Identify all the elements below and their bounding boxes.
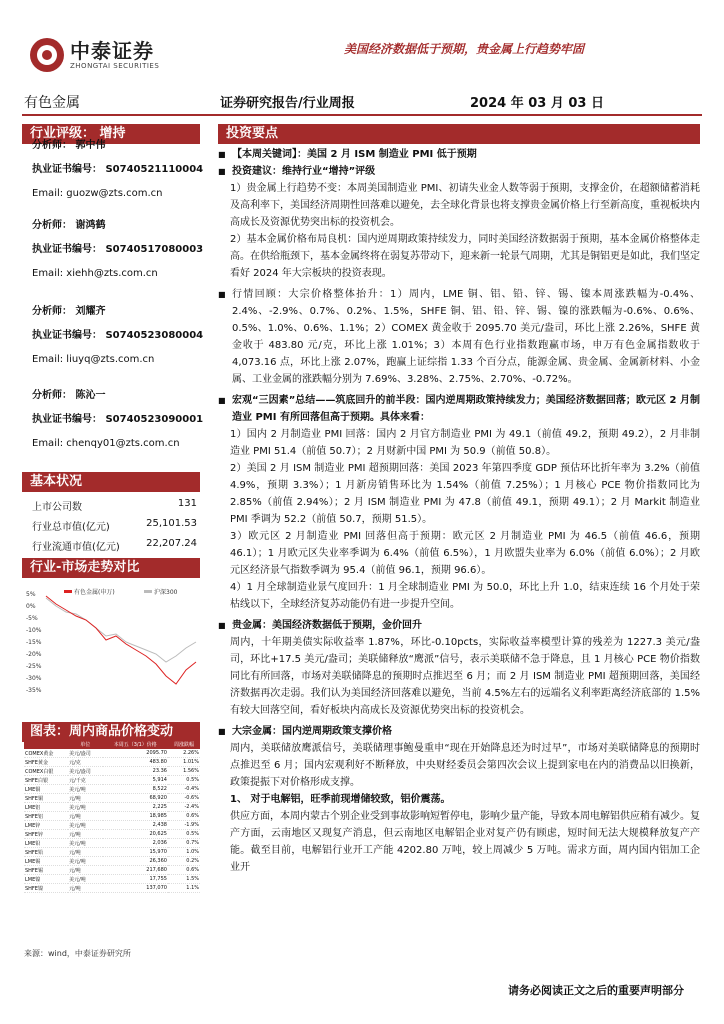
legend-a: 有色金属(申万) (74, 589, 115, 596)
table-cell: -0.4% (168, 785, 200, 794)
table-row (24, 848, 200, 857)
table-cell: 元/吨 (68, 812, 102, 821)
table-row (24, 866, 200, 875)
legend-b: 沪深300 (154, 589, 178, 596)
table-cell: 1.56% (168, 767, 200, 776)
report-title: 美国经济数据低于预期，贵金属上行趋势牢固 (343, 42, 584, 56)
table-cell: COMEX黄金 (24, 749, 68, 758)
table-cell: LME镍 (24, 875, 68, 884)
table-cell: 2,438 (103, 821, 168, 830)
series-nonferrous (46, 596, 196, 684)
price-table (24, 740, 200, 893)
table-cell: 元/吨 (68, 884, 102, 893)
table-cell: 5,914 (103, 776, 168, 785)
table-cell: 0.5% (168, 830, 200, 839)
table-row (24, 767, 200, 776)
table-cell: LME锌 (24, 821, 68, 830)
table-cell: 元/千克 (68, 776, 102, 785)
table-cell: 2,036 (103, 839, 168, 848)
table-row (24, 830, 200, 839)
ytick: -35% (26, 687, 42, 694)
table-cell: 美元/吨 (68, 785, 102, 794)
bulk-metals: 周内，美联储放鹰派信号，美联储理事鲍曼重申“现在开始降息还为时过早”，市场对美联储降息的预期时点推迟至 6 月；国内宏观利好不断释放，中央财经委员会第四次会议上提到家电在内的消费品以旧换新，政策提振下对价格形成支撑。 (230, 743, 700, 788)
table-row (24, 776, 200, 785)
rating-bar: 行业评级： 增持 (22, 124, 200, 144)
table-cell: 美元/吨 (68, 803, 102, 812)
analyst-1: 分析师： 郭中伟 执业证书编号： S0740521110004 Email: guozw@zts.com.cn (32, 140, 204, 199)
ytick: -10% (26, 627, 42, 634)
review: 行情回顾：大宗价格整体抬升：1）周内，LME 铜、铝、铅、锌、锡、镍本周涨跌幅为-0.4%、2.4%、-2.9%、0.7%、0.2%、1.5%，SHFE 铜、铝、铅、锌、锡、镍的涨跌幅为-0.6%、0.6%、0.5%、1.0%、0.6%、1.1%；2）COMEX 黄金收于 2095.70 美元/盎司，环比上涨 2.26%，SHFE 黄金收于 483.80 元/克，环比上涨 1.01%；3）本周有色行业指数跑赢市场，申万有色金属指数收于 4,073.16 点，环比上涨 2.07%，跑赢上证综指 1.33 个百分点，能源金属、贵金属、金属新材料、小金属、工业金属的涨跌幅分别为 7.69%、3.28%、2.75%、2.70%、-0.72%。 (232, 289, 700, 385)
bullet-icon (218, 392, 226, 426)
col-header (24, 740, 68, 749)
table-cell: 1.0% (168, 848, 200, 857)
ytick: -30% (26, 675, 42, 682)
table-cell: 1.01% (168, 758, 200, 767)
table-cell: 2.26% (168, 749, 200, 758)
table-cell: 17,755 (103, 875, 168, 884)
table-cell: 美元/吨 (68, 821, 102, 830)
series-hs300 (46, 598, 196, 662)
legend-a-swatch (64, 590, 72, 593)
table-cell: LME铅 (24, 839, 68, 848)
table-cell: 0.5% (168, 776, 200, 785)
col-header: 周涨跌幅 (168, 740, 200, 749)
basic-row: 行业流通市值(亿元) 22,207.24 (32, 538, 197, 553)
table-cell: SHFE黄金 (24, 758, 68, 767)
invest-title: 投资要点 (218, 124, 700, 144)
table-cell: SHFE锌 (24, 830, 68, 839)
table-cell: 483.80 (103, 758, 168, 767)
table-cell: 2095.70 (103, 749, 168, 758)
basic-row: 上市公司数 131 (32, 498, 197, 513)
table-cell: SHFE镍 (24, 884, 68, 893)
table-row (24, 749, 200, 758)
table-cell: 18,985 (103, 812, 168, 821)
table-row (24, 803, 200, 812)
table-row (24, 884, 200, 893)
table-row (24, 857, 200, 866)
table-cell: 15,970 (103, 848, 168, 857)
header-divider (22, 114, 702, 116)
table-cell: LME铝 (24, 803, 68, 812)
bullet-icon (218, 163, 226, 180)
table-row (24, 875, 200, 884)
table-cell: -1.9% (168, 821, 200, 830)
basic-title: 基本状况 (22, 472, 200, 492)
table-cell: SHFE铜 (24, 794, 68, 803)
ytick: 5% (26, 591, 36, 598)
table-cell: 26,360 (103, 857, 168, 866)
table-cell: 元/吨 (68, 848, 102, 857)
table-row (24, 758, 200, 767)
table-cell: -0.6% (168, 794, 200, 803)
aluminum-heading: 1、 对于电解铝，旺季前现增储较致，铝价震荡。 (230, 794, 451, 805)
table-cell: LME铜 (24, 785, 68, 794)
logo-cn: 中泰证券 (70, 39, 154, 63)
col-header: 单位 (68, 740, 102, 749)
company-logo (30, 38, 159, 72)
ytick: -20% (26, 651, 42, 658)
table-cell: 美元/吨 (68, 839, 102, 848)
table-cell: 20,625 (103, 830, 168, 839)
table-cell: 8,522 (103, 785, 168, 794)
macro-3: 3）欧元区 2 月制造业 PMI 回落但高于预期：欧元区 2 月制造业 PMI 为 46.5（前值 46.6，预期 46.1）；1 月欧元区失业率季调为 6.4%（前值 6.5%），1 月欧盟失业率为 6.0%（前值 6.0%）；2 月欧元区经济景气指数季调为 95.4（前值 96.1，预期 96.6）。 (230, 531, 700, 576)
table-cell: 0.6% (168, 812, 200, 821)
advice-1: 1）贵金属上行趋势不变：本周美国制造业 PMI、初请失业金人数等弱于预期，支撑金价，在超额储蓄消耗及高利率下，美国经济周期性回落难以避免，去全球化背景也将支撑贵金属价格上行至新高度，重视板块内高成长及资源优势突出标的投资机会。 (230, 183, 700, 228)
ytick: 0% (26, 603, 36, 610)
table-cell: 0.6% (168, 866, 200, 875)
table-cell: 68,920 (103, 794, 168, 803)
logo-mark-icon (30, 38, 64, 72)
analyst-3: 分析师： 刘耀齐 执业证书编号： S0740523080004 Email: liuyq@zts.com.cn (32, 306, 204, 365)
table-cell: SHFE铝 (24, 812, 68, 821)
logo-en: ZHONGTAI SECURITIES (70, 62, 160, 70)
macro-4: 4）1 月全球制造业景气度回升：1 月全球制造业 PMI 为 50.0，环比上升 1.0，结束连续 16 个月处于荣枯线以下，全球经济复苏动能仍有进一步提升空间。 (230, 582, 700, 610)
table-cell: 元/吨 (68, 794, 102, 803)
table-cell: 23.36 (103, 767, 168, 776)
analyst-4: 分析师： 陈沁一 执业证书编号： S0740523090001 Email: chenqy01@zts.com.cn (32, 390, 204, 449)
table-cell: 元/吨 (68, 830, 102, 839)
table-cell: 美元/盎司 (68, 767, 102, 776)
table-cell: SHFE锡 (24, 866, 68, 875)
table-cell: LME锡 (24, 857, 68, 866)
basic-row: 行业总市值(亿元) 25,101.53 (32, 518, 197, 533)
table-row (24, 812, 200, 821)
table-cell: 1.1% (168, 884, 200, 893)
table-cell: 美元/盎司 (68, 749, 102, 758)
advice-2: 2）基本金属价格布局良机：国内逆周期政策持续发力，同时美国经济数据弱于预期，基本金属价格整体走高。在供给瓶颈下，基本金属终将在弱复苏带动下，迎来新一轮景气周期，尤其是铜铝更是如此，我们坚定看好 2024 年大宗板块的投资表现。 (230, 234, 700, 279)
macro-2: 2）美国 2 月 ISM 制造业 PMI 超预期回落：美国 2023 年第四季度 GDP 预估环比折年率为 3.2%（前值 4.9%，预期 3.3%）；1 月新房销售环比为 1.54%（前值 7.25%）；1 月核心 PCE 物价指数同比为 2.85%（前值 2.94%）；2 月 ISM 制造业 PMI 为 47.8（前值 49.1，预期 49.1）；2 月 Markit 制造业 PMI 季调为 52.2（前值 50.7，预期 51.5）。 (230, 463, 700, 525)
table-row (24, 839, 200, 848)
bullet-icon (218, 617, 226, 634)
table-cell: 2,225 (103, 803, 168, 812)
table-cell: 元/吨 (68, 866, 102, 875)
analyst-2: 分析师： 谢鸿鹤 执业证书编号： S0740517080003 Email: xiehh@zts.com.cn (32, 220, 204, 279)
precious-metals: 周内，十年期美债实际收益率 1.87%，环比-0.10pcts，实际收益率模型计算的残差为 1227.3 美元/盎司，环比+17.5 美元/盎司；美联储释放“鹰派”信号，表示美联储不急于降息，且 1 月核心 PCE 物价指数同比有所回落，市场对美联储降息的预期时点推迟至 6 月；而 2 月 ISM 制造业 PMI 超预期回落，美国经济数据再次走弱。我们认为美国经济回落难以避免，当前 4.5%左右的远端名义利率距离经济底部的 1.5%有较大回落空间，看好板块内高成长及资源优势突出标的投资机会。 (230, 637, 700, 716)
table-title: 图表：周内商品价格变动 (22, 722, 200, 742)
invest-body: ■ 【本周关键词】：美国 2 月 ISM 制造业 PMI 低于预期 ■ 投资建议：维持行业“增持”评级 1）贵金属上行趋势不变：本周美国制造业 PMI、初请失业金人数等弱于预期，支撑金价，在超额储蓄消耗及高利率下，美国经济周期性回落难以避免，去全球化背景也将支撑贵金属价格上行至新高度，重视板块内高成长及资源优势突出标的投资机会。 2）基本金属价格布局良机：国内逆周期政策持续发力，同时美国经济数据弱于预期，基本金属价格整体走高。在供给瓶颈下，基本金属终将在弱复苏带动下，迎来新一轮景气周期，尤其是铜铝更是如此，我们坚定看好 2024 年大宗板块的投资表现。 ■ 行情回顾：大宗价格整体抬升：1）周内，LME 铜、铝、铅、锌、锡、镍本周涨跌幅为-0.4%、2.4%、-2.9%、0.7%、0.2%、1.5%，SHFE 铜、铝、铅、锌、锡、镍的涨跌幅为-0.6%、0.6%、0.5%、1.0%、0.6%、1.1%；2）COMEX 黄金收于 2095.70 美元/盎司，环比上涨 2.26%，SHFE 黄金收于 483.80 元/克，环比上涨 1.01%；3）本周有色行业指数跑赢市场，申万有色金属指数收于 4,073.16 点，环比上涨 2.07%，跑赢上证综指 1.33 个百分点，能源金属、贵金属、金属新材料、小金属、工业金属的涨跌幅分别为 7.69%、3.28%、2.75%、2.70%、-0.72%。 ■ 宏观“三因素”总结——筑底回升的前半段：国内逆周期政策持续发力；美国经济数据回落；欧元区 2 月制造业 PMI 有所回落但高于预期。具体来看： 1）国内 2 月制造业 PMI 回落：国内 2 月官方制造业 PMI 为 49.1（前值 49.2，预期 49.2），2 月非制造业 PMI 51.4（前值 50.7）；2 月财新中国 PMI 为 50.9（前值 50.8）。 2）美国 2 月 ISM 制造业 PMI 超预期回落：美国 2023 年第四季度 GDP 预估环比折年率为 3.2%（前值 4.9%，预期 3.3%）；1 月新房销售环比为 1.54%（前值 7.25%）；1 月核心 PCE 物价指数同比为 2.85%（前值 2.94%）；2 月 ISM 制造业 PMI 为 47.8（前值 49.1，预期 49.1）；2 月 Markit 制造业 PMI 季调为 52.2（前值 50.7，预期 51.5）。 3）欧元区 2 月制造业 PMI 回落但高于预期：欧元区 2 月制造业 PMI 为 46.5（前值 46.6，预期 46.1）；1 月欧元区失业率季调为 6.4%（前值 6.5%），1 月欧盟失业率为 6.0%（前值 6.0%）；2 月欧元区经济景气指数季调为 95.4（前值 96.1，预期 96.6）。 4）1 月全球制造业景气度回升：1 月全球制造业 PMI 为 50.0，环比上升 1.0，结束连续 16 个月处于荣枯线以下，全球经济复苏动能仍有进一步提升空间。 ■ 贵金属：美国经济数据低于预期，金价回升 周内，十年期美债实际收益率 1.87%，环比-0.10pcts，实际收益率模型计算的残差为 1227.3 美元/盎司，环比+17.5 美元/盎司；美联储释放“鹰派”信号，表示美联储不急于降息，且 1 月核心 PCE 物价指数同比有所回落，市场对美联储降息的预期时点推迟至 6 月；而 2 月 ISM 制造业 PMI 超预期回落，美国经济数据再次走弱。我们认为美国经济回落难以避免，当前 4.5%左右的远端名义利率距离经济底部的 1.5%有较大回落空间，看好板块内高成长及资源优势突出标的投资机会。 ■ 大宗金属：国内逆周期政策支撑价格 周内，美联储放鹰派信号，美联储理事鲍曼重申“现在开始降息还为时过早”，市场对美联储降息的预期时点推迟至 6 月；国内宏观利好不断释放，中央财经委员会第四次会议上提到家电在内的消费品以旧换新，政策提振下对价格形成支撑。 1、 对于电解铝，旺季前现增储较致，铝价震荡。 供应方面，本周内蒙古个别企业受到事故影响短暂停电，影响少量产能，导致本周电解铝供应稍有减少。复产方面，云南地区又现复产消息，但云南地区电解铝企业对复产仍有顾虑，短时间无法大规模释放复产产能。截至目前，电解铝行业开工产能 4202.80 万吨，较上周减少 5 万吨。需求方面，周内国内铝加工企业开 (218, 146, 700, 876)
table-row (24, 821, 200, 830)
table-cell: 美元/吨 (68, 875, 102, 884)
table-cell: SHFE铅 (24, 848, 68, 857)
report-type: 证券研究报告/行业周报 (220, 96, 355, 111)
trend-title: 行业-市场走势对比 (22, 558, 200, 578)
bullet-icon (218, 723, 226, 740)
footer-disclaimer: 请务必阅读正文之后的重要声明部分 (508, 984, 684, 997)
table-cell: 美元/吨 (68, 857, 102, 866)
legend-b-swatch (144, 590, 152, 593)
source-note: 来源：wind，中泰证券研究所 (24, 949, 131, 958)
bullet-icon (218, 286, 226, 388)
bullet-icon (218, 146, 226, 163)
trend-chart (24, 584, 204, 704)
table-cell: 0.7% (168, 839, 200, 848)
table-cell: 元/克 (68, 758, 102, 767)
table-cell: COMEX白银 (24, 767, 68, 776)
table-cell: 0.2% (168, 857, 200, 866)
ytick: -15% (26, 639, 42, 646)
table-cell: -2.4% (168, 803, 200, 812)
macro-1: 1）国内 2 月制造业 PMI 回落：国内 2 月官方制造业 PMI 为 49.1（前值 49.2，预期 49.2），2 月非制造业 PMI 51.4（前值 50.7）；2 月财新中国 PMI 为 50.9（前值 50.8）。 (230, 429, 700, 457)
table-cell: SHFE白银 (24, 776, 68, 785)
aluminum-text: 供应方面，本周内蒙古个别企业受到事故影响短暂停电，影响少量产能，导致本周电解铝供应稍有减少。复产方面，云南地区又现复产消息，但云南地区电解铝企业对复产仍有顾虑，短时间无法大规模释放复产产能。截至目前，电解铝行业开工产能 4202.80 万吨，较上周减少 5 万吨。需求方面，周内国内铝加工企业开 (230, 811, 700, 873)
table-cell: 217,680 (103, 866, 168, 875)
ytick: -5% (26, 615, 38, 622)
report-date: 2024 年 03 月 03 日 (470, 96, 604, 111)
col-header: 本周五（3/1）价格 (103, 740, 168, 749)
ytick: -25% (26, 663, 42, 670)
table-row (24, 785, 200, 794)
sector: 有色金属 (24, 95, 80, 111)
table-cell: 137,070 (103, 884, 168, 893)
table-cell: 1.5% (168, 875, 200, 884)
table-row (24, 794, 200, 803)
